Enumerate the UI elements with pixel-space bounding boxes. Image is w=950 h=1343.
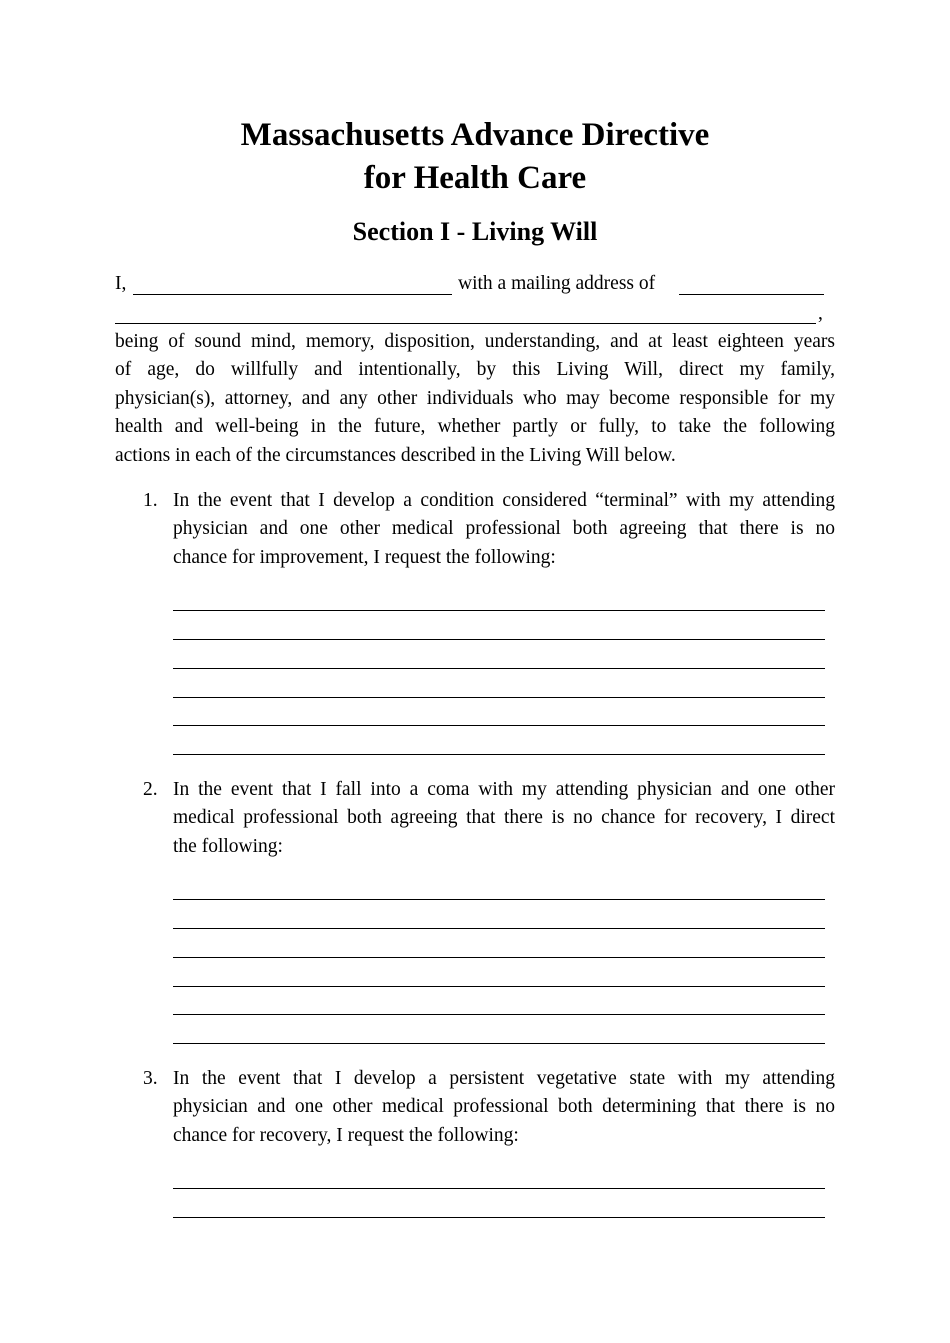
item-text-line: In the event that I develop a condition considered “terminal” with my attending xyxy=(173,490,835,511)
item-text-line: medical professional both agreeing that there is no chance for recovery, I direct xyxy=(173,807,835,828)
response-blank-line[interactable] xyxy=(173,986,825,987)
response-blank-line[interactable] xyxy=(173,754,825,755)
response-blank-line[interactable] xyxy=(173,899,825,900)
item-number: 1. xyxy=(143,490,158,511)
response-blank-line[interactable] xyxy=(173,1014,825,1015)
item-text-line: physician and one other medical professional both agreeing that there is no xyxy=(173,518,835,539)
response-blank-line[interactable] xyxy=(173,928,825,929)
item-text-line: physician and one other medical professional both determining that there is no xyxy=(173,1096,835,1117)
intro-lead: I, xyxy=(115,273,127,294)
item-text-last-line: the following: xyxy=(173,836,283,857)
address-blank-field-1[interactable] xyxy=(679,294,824,295)
document-title-line-1: Massachusetts Advance Directive xyxy=(240,117,710,153)
item-text-line: In the event that I fall into a coma with my attending physician and one other xyxy=(173,779,835,800)
mailing-address-label: with a mailing address of xyxy=(458,273,656,294)
response-blank-line[interactable] xyxy=(173,639,825,640)
intro-paragraph-line: being of sound mind, memory, disposition, understanding, and at least eighteen years xyxy=(115,331,835,352)
response-blank-line[interactable] xyxy=(173,697,825,698)
item-number: 3. xyxy=(143,1068,158,1089)
section-heading: Section I - Living Will xyxy=(352,217,598,246)
response-blank-line[interactable] xyxy=(173,957,825,958)
item-text-last-line: chance for recovery, I request the following: xyxy=(173,1125,519,1146)
response-blank-line[interactable] xyxy=(173,725,825,726)
address-blank-field-2[interactable] xyxy=(115,323,816,324)
response-blank-line[interactable] xyxy=(173,610,825,611)
response-blank-line[interactable] xyxy=(173,1043,825,1044)
item-number: 2. xyxy=(143,779,158,800)
intro-paragraph-line: health and well-being in the future, whether partly or fully, to take the following xyxy=(115,416,835,437)
address-comma: , xyxy=(818,303,823,324)
response-blank-line[interactable] xyxy=(173,1188,825,1189)
response-blank-line[interactable] xyxy=(173,1217,825,1218)
intro-paragraph-line: physician(s), attorney, and any other individuals who may become responsible for my xyxy=(115,388,835,409)
item-text-line: In the event that I develop a persistent vegetative state with my attending xyxy=(173,1068,835,1089)
item-text-last-line: chance for improvement, I request the following: xyxy=(173,547,556,568)
document-title-line-2: for Health Care xyxy=(363,160,587,196)
name-blank-field[interactable] xyxy=(133,294,452,295)
response-blank-line[interactable] xyxy=(173,668,825,669)
intro-paragraph-last-line: actions in each of the circumstances described in the Living Will below. xyxy=(115,445,676,466)
intro-paragraph-line: of age, do willfully and intentionally, by this Living Will, direct my family, xyxy=(115,359,835,380)
